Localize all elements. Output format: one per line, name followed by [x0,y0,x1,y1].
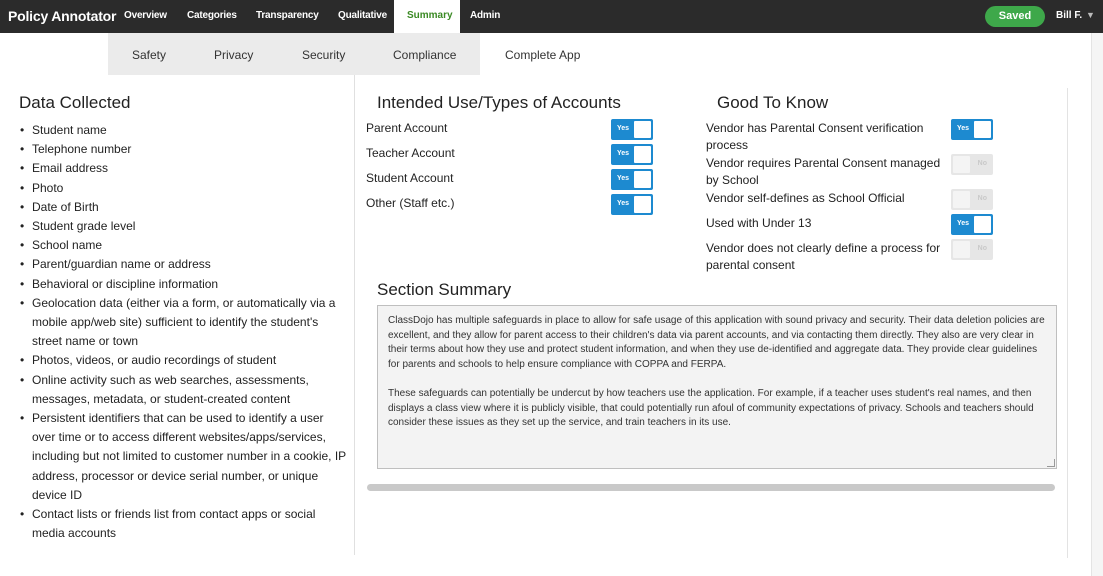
nav-item-overview[interactable]: Overview [124,10,167,21]
chevron-down-icon[interactable]: ▼ [1086,10,1095,20]
teacher-account-toggle[interactable] [611,144,653,165]
summary-paragraph: These safeguards can potentially be undercut by how teachers use the application. For example, if a teacher uses student's real names, and then displays a class view where it is publicly visible, that could potentially run afoul of community expectations of privacy. Schools and teachers should consider these issues as they set up the service, and train teachers in its use. [388,387,1034,429]
list-item: • Online activity such as web searches, assessments, messages, metadata, or student-created content [20,371,350,409]
toggle-state-label: Yes [957,125,970,132]
intended-use-title: Intended Use/Types of Accounts [377,93,621,112]
good-to-know-label: Vendor requires Parental Consent managed by School [706,156,941,187]
under-13-toggle[interactable] [951,214,993,235]
data-collected-title: Data Collected [19,93,131,112]
good-to-know-label: Vendor has Parental Consent verification process [706,121,924,152]
toggle-knob [953,191,970,208]
app-brand[interactable]: Policy Annotator [8,8,117,24]
toggle-state-label: Yes [617,150,630,157]
list-item: • Telephone number [20,140,350,159]
subtab-complete-app-label: Complete App [505,48,581,62]
top-navbar [0,0,1103,33]
subtab-privacy[interactable]: Privacy [214,48,254,62]
toggle-knob [953,241,970,258]
good-to-know-label: Vendor self-defines as School Official [706,191,905,205]
toggle-knob [634,146,651,163]
toggle-state-label: Yes [957,220,970,227]
student-account-toggle[interactable] [611,169,653,190]
account-type-label: Other (Staff etc.) [366,196,455,210]
subtab-complete-app[interactable] [480,33,600,75]
good-to-know-label: Vendor does not clearly define a process for parental consent [706,241,941,272]
saved-button[interactable]: Saved [985,6,1045,27]
data-collected-list [20,121,350,543]
no-consent-process-toggle[interactable] [951,239,993,260]
toggle-knob [953,156,970,173]
toggle-state-label: No [977,245,987,252]
account-type-label: Parent Account [366,121,448,135]
toggle-state-label: Yes [617,125,630,132]
list-item: • Parent/guardian name or address [20,255,350,274]
list-item: • Contact lists or friends list from contact apps or social media accounts [20,505,350,543]
toggle-state-label: No [977,195,987,202]
nav-item-admin[interactable]: Admin [470,10,501,21]
user-menu[interactable]: Bill F. [1056,10,1083,21]
list-item: • Photos, videos, or audio recordings of student [20,351,350,370]
list-item: • Behavioral or discipline information [20,275,350,294]
horizontal-scrollbar[interactable] [367,484,1055,491]
good-to-know-title: Good To Know [717,93,829,112]
data-collected-section [0,75,355,555]
summary-paragraph: ClassDojo has multiple safeguards in place to allow for safe usage of this application with sound privacy and security. Their data deletion policies are excellent, and they allow for parent access to their children's data via parent accounts, and via contacting them directly. They also are very clear in their terms about how they use and protect student information, and when they use de-identified and aggregate data. They provide clear guidelines for parents and schools to help ensure compliance with COPPA and FERPA. [388,315,1045,370]
subtab-safety[interactable]: Safety [132,48,167,62]
list-item: • Date of Birth [20,198,350,217]
subtab-compliance[interactable]: Compliance [393,48,457,62]
nav-item-transparency[interactable]: Transparency [256,10,319,21]
page-scrollbar[interactable] [1091,33,1103,576]
section-summary-title: Section Summary [377,280,512,299]
nav-item-qualitative[interactable]: Qualitative [338,10,387,21]
subtab-bar [108,33,480,75]
toggle-knob [634,171,651,188]
list-item: • Student grade level [20,217,350,236]
parent-account-toggle[interactable] [611,119,653,140]
list-item: • Student name [20,121,350,140]
toggle-state-label: No [977,160,987,167]
other-account-toggle[interactable] [611,194,653,215]
subtab-security[interactable]: Security [302,48,346,62]
resize-handle-icon[interactable] [1047,459,1055,467]
list-item: • Persistent identifiers that can be used to identify a user over time or to access different websites/apps/services, including but not limited to customer number in a cookie, IP address, processor or device serial number, or unique device ID [20,409,350,505]
toggle-knob [974,121,991,138]
nav-item-categories[interactable]: Categories [187,10,237,21]
toggle-knob [634,121,651,138]
toggle-knob [634,196,651,213]
list-item: • School name [20,236,350,255]
parental-consent-school-toggle[interactable] [951,154,993,175]
toggle-knob [974,216,991,233]
nav-item-summary[interactable] [394,0,460,33]
toggle-state-label: Yes [617,175,630,182]
list-item: • Geolocation data (either via a form, or automatically via a mobile app/web site) sufficient to identify the student's street name or town [20,294,350,352]
school-official-toggle[interactable] [951,189,993,210]
nav-item-summary-label: Summary [407,10,453,21]
parental-consent-verification-toggle[interactable] [951,119,993,140]
list-item: • Email address [20,159,350,178]
account-type-label: Teacher Account [366,146,455,160]
account-type-label: Student Account [366,171,454,185]
section-summary-textarea[interactable] [377,305,1057,469]
toggle-state-label: Yes [617,200,630,207]
good-to-know-label: Used with Under 13 [706,216,812,230]
list-item: • Photo [20,179,350,198]
